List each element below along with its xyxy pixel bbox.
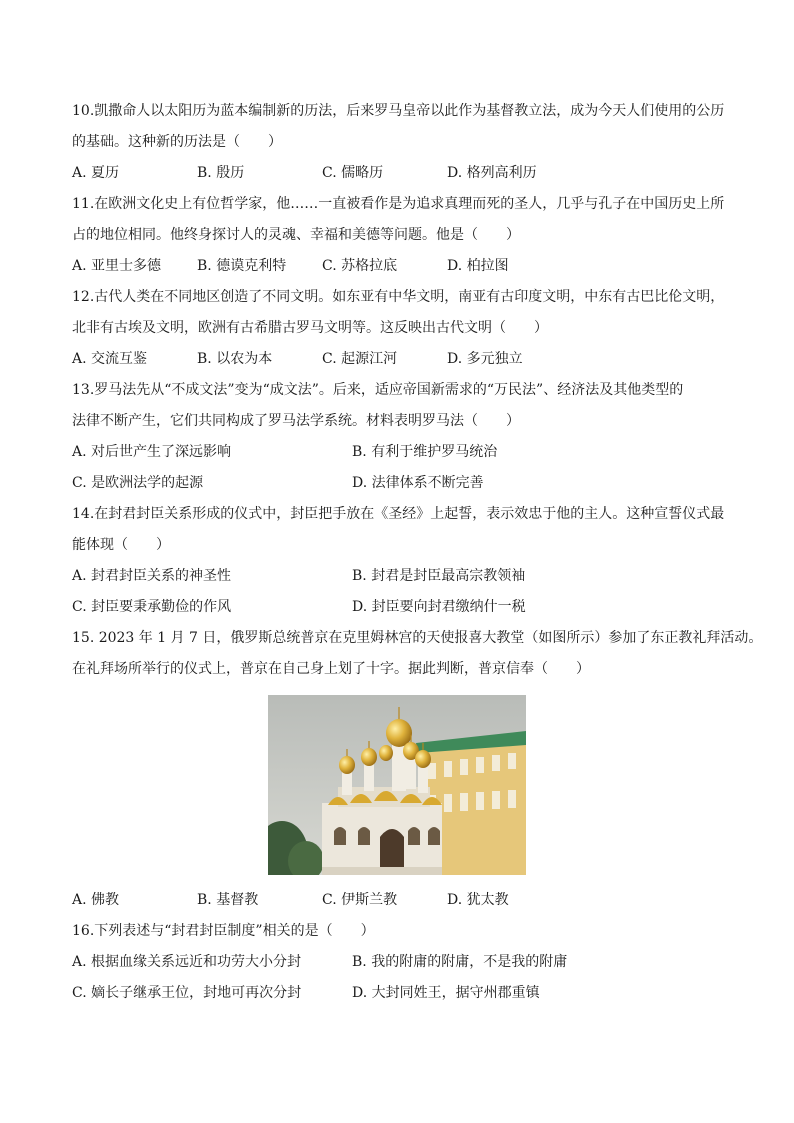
- option-c[interactable]: C. 儒略历: [322, 165, 384, 181]
- options-row: [72, 978, 732, 1009]
- option-a[interactable]: A. 亚里士多德: [72, 258, 162, 274]
- question-11: [72, 189, 732, 282]
- question-text: 11.在欧洲文化史上有位哲学家，他……一直被看作是为追求真理而死的圣人，几乎与孔子在中国历史上所: [72, 196, 725, 212]
- question-13: [72, 375, 732, 499]
- question-15: [72, 623, 763, 916]
- option-d[interactable]: D. 大封同姓王，据守州郡重镇: [352, 985, 540, 1001]
- option-b[interactable]: B. 我的附庸的附庸，不是我的附庸: [352, 954, 568, 970]
- exam-page: [72, 96, 763, 1009]
- option-c[interactable]: C. 嫡长子继承王位，封地可再次分封: [72, 985, 302, 1001]
- option-b[interactable]: B. 有利于维护罗马统治: [352, 444, 498, 460]
- question-text: 14.在封君封臣关系形成的仪式中，封臣把手放在《圣经》上起誓，表示效忠于他的主人。这种宣誓仪式最: [72, 506, 725, 522]
- question-14: [72, 499, 732, 623]
- question-text: 法律不断产生，它们共同构成了罗马法学系统。材料表明罗马法（ ）: [72, 413, 520, 429]
- cathedral-photo: [268, 695, 526, 875]
- options-row: [72, 251, 732, 282]
- option-d[interactable]: D. 封臣要向封君缴纳什一税: [352, 599, 526, 615]
- option-a[interactable]: A. 封君封臣关系的神圣性: [72, 568, 232, 584]
- question-text: 16.下列表述与“封君封臣制度”相关的是（ ）: [72, 923, 375, 939]
- question-text: 15. 2023 年 1 月 7 日，俄罗斯总统普京在克里姆林宫的天使报喜大教堂（如图所示）参加了东正教礼拜活动。: [72, 630, 763, 646]
- option-b[interactable]: B. 以农为本: [197, 351, 273, 367]
- option-b[interactable]: B. 基督教: [197, 892, 259, 908]
- question-text: 的基础。这种新的历法是（ ）: [72, 134, 282, 150]
- question-text: 13.罗马法先从“不成文法”变为“成文法”。后来，适应帝国新需求的“万民法”、经济法及其他类型的: [72, 382, 684, 398]
- option-d[interactable]: D. 多元独立: [447, 351, 523, 367]
- option-b[interactable]: B. 殷历: [197, 165, 245, 181]
- options-row: [72, 158, 732, 189]
- options-row: [72, 885, 732, 916]
- option-c[interactable]: C. 苏格拉底: [322, 258, 398, 274]
- option-d[interactable]: D. 柏拉图: [447, 258, 509, 274]
- options-row: [72, 592, 732, 623]
- option-b[interactable]: B. 封君是封臣最高宗教领袖: [352, 568, 526, 584]
- question-16: [72, 916, 732, 1009]
- question-text: 在礼拜场所举行的仪式上，普京在自己身上划了十字。据此判断，普京信奉（ ）: [72, 661, 590, 677]
- option-c[interactable]: C. 起源江河: [322, 351, 398, 367]
- option-c[interactable]: C. 是欧洲法学的起源: [72, 475, 204, 491]
- question-text: 占的地位相同。他终身探讨人的灵魂、幸福和美德等问题。他是（ ）: [72, 227, 520, 243]
- option-a[interactable]: A. 根据血缘关系远近和功劳大小分封: [72, 954, 302, 970]
- question-text: 10.凯撒命人以太阳历为蓝本编制新的历法，后来罗马皇帝以此作为基督教立法，成为今天人们使用的公历: [72, 103, 725, 119]
- question-text: 12.古代人类在不同地区创造了不同文明。如东亚有中华文明，南亚有古印度文明，中东有古巴比伦文明，: [72, 289, 725, 305]
- options-row: [72, 344, 732, 375]
- option-d[interactable]: D. 格列高利历: [447, 165, 537, 181]
- option-d[interactable]: D. 法律体系不断完善: [352, 475, 484, 491]
- option-a[interactable]: A. 对后世产生了深远影响: [72, 444, 232, 460]
- options-row: [72, 437, 732, 468]
- options-row: [72, 947, 732, 978]
- option-b[interactable]: B. 德谟克利特: [197, 258, 287, 274]
- option-d[interactable]: D. 犹太教: [447, 892, 509, 908]
- question-text: 能体现（ ）: [72, 537, 170, 553]
- option-c[interactable]: C. 伊斯兰教: [322, 892, 398, 908]
- question-12: [72, 282, 732, 375]
- options-row: [72, 561, 732, 592]
- option-a[interactable]: A. 交流互鉴: [72, 351, 148, 367]
- option-a[interactable]: A. 夏历: [72, 165, 120, 181]
- question-text: 北非有古埃及文明，欧洲有古希腊古罗马文明等。这反映出古代文明（ ）: [72, 320, 548, 336]
- options-row: [72, 468, 732, 499]
- option-c[interactable]: C. 封臣要秉承勤俭的作风: [72, 599, 232, 615]
- question-10: [72, 96, 732, 189]
- option-a[interactable]: A. 佛教: [72, 892, 120, 908]
